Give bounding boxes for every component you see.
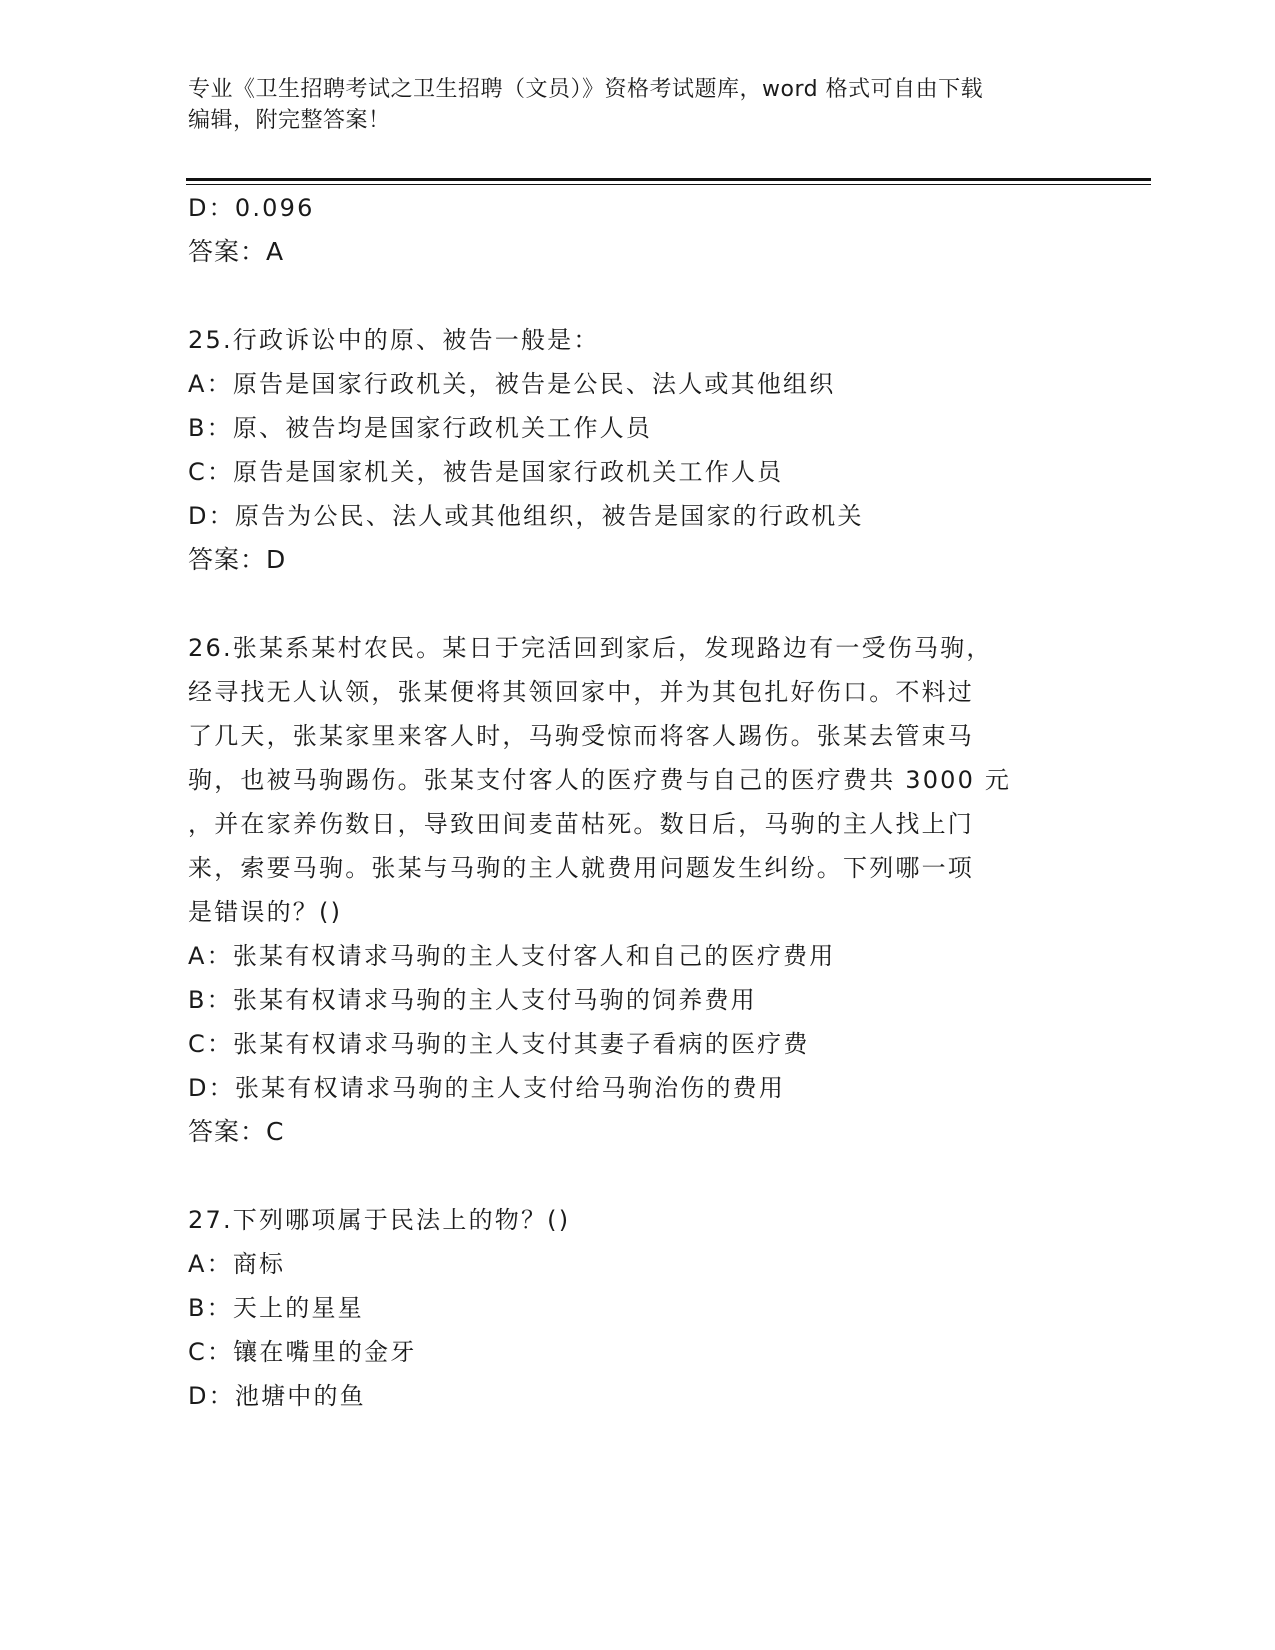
q26-option-a: A：张某有权请求马驹的主人支付客人和自己的医疗费用 bbox=[188, 942, 836, 970]
q27-stem: 27.下列哪项属于民法上的物？() bbox=[188, 1206, 571, 1234]
q27-option-c: C：镶在嘴里的金牙 bbox=[188, 1338, 417, 1366]
q26-stem-line-6: 来，索要马驹。张某与马驹的主人就费用问题发生纠纷。下列哪一项 bbox=[188, 854, 974, 882]
header-line-2: 编辑，附完整答案！ bbox=[188, 108, 391, 133]
q26-option-d: D：张某有权请求马驹的主人支付给马驹治伤的费用 bbox=[188, 1074, 786, 1102]
q26-stem-line-1: 26.张某系某村农民。某日于完活回到家后，发现路边有一受伤马驹， bbox=[188, 634, 993, 662]
q25-option-c: C：原告是国家机关，被告是国家行政机关工作人员 bbox=[188, 458, 784, 486]
q26-stem-line-7: 是错误的？() bbox=[188, 898, 343, 926]
q25-option-a: A：原告是国家行政机关，被告是公民、法人或其他组织 bbox=[188, 370, 836, 398]
q27-option-b: B：天上的星星 bbox=[188, 1294, 364, 1322]
q25-option-b: B：原、被告均是国家行政机关工作人员 bbox=[188, 414, 653, 442]
q25-stem: 25.行政诉讼中的原、被告一般是： bbox=[188, 326, 600, 354]
q26-option-b: B：张某有权请求马驹的主人支付马驹的饲养费用 bbox=[188, 986, 757, 1014]
q26-stem-line-4: 驹，也被马驹踢伤。张某支付客人的医疗费与自己的医疗费共 3000 元 bbox=[188, 766, 1012, 794]
q27-option-d: D：池塘中的鱼 bbox=[188, 1382, 366, 1410]
prev-option-d: D：0.096 bbox=[188, 194, 315, 222]
q26-stem-line-5: ，并在家养伤数日，导致田间麦苗枯死。数日后，马驹的主人找上门 bbox=[188, 810, 974, 838]
q26-option-c: C：张某有权请求马驹的主人支付其妻子看病的医疗费 bbox=[188, 1030, 810, 1058]
prev-answer: 答案：A bbox=[188, 237, 285, 266]
q27-option-a: A：商标 bbox=[188, 1250, 286, 1278]
q25-answer: 答案：D bbox=[188, 545, 287, 574]
q26-answer: 答案：C bbox=[188, 1117, 285, 1146]
header-divider-thin bbox=[186, 184, 1151, 185]
header-line-1: 专业《卫生招聘考试之卫生招聘（文员）》资格考试题库，word 格式可自由下载 bbox=[188, 77, 984, 102]
document-header bbox=[188, 74, 1088, 136]
q25-option-d: D：原告为公民、法人或其他组织，被告是国家的行政机关 bbox=[188, 502, 864, 530]
q26-stem-line-3: 了几天，张某家里来客人时，马驹受惊而将客人踢伤。张某去管束马 bbox=[188, 722, 974, 750]
header-divider-thick bbox=[186, 178, 1151, 181]
q26-stem-line-2: 经寻找无人认领，张某便将其领回家中，并为其包扎好伤口。不料过 bbox=[188, 678, 974, 706]
